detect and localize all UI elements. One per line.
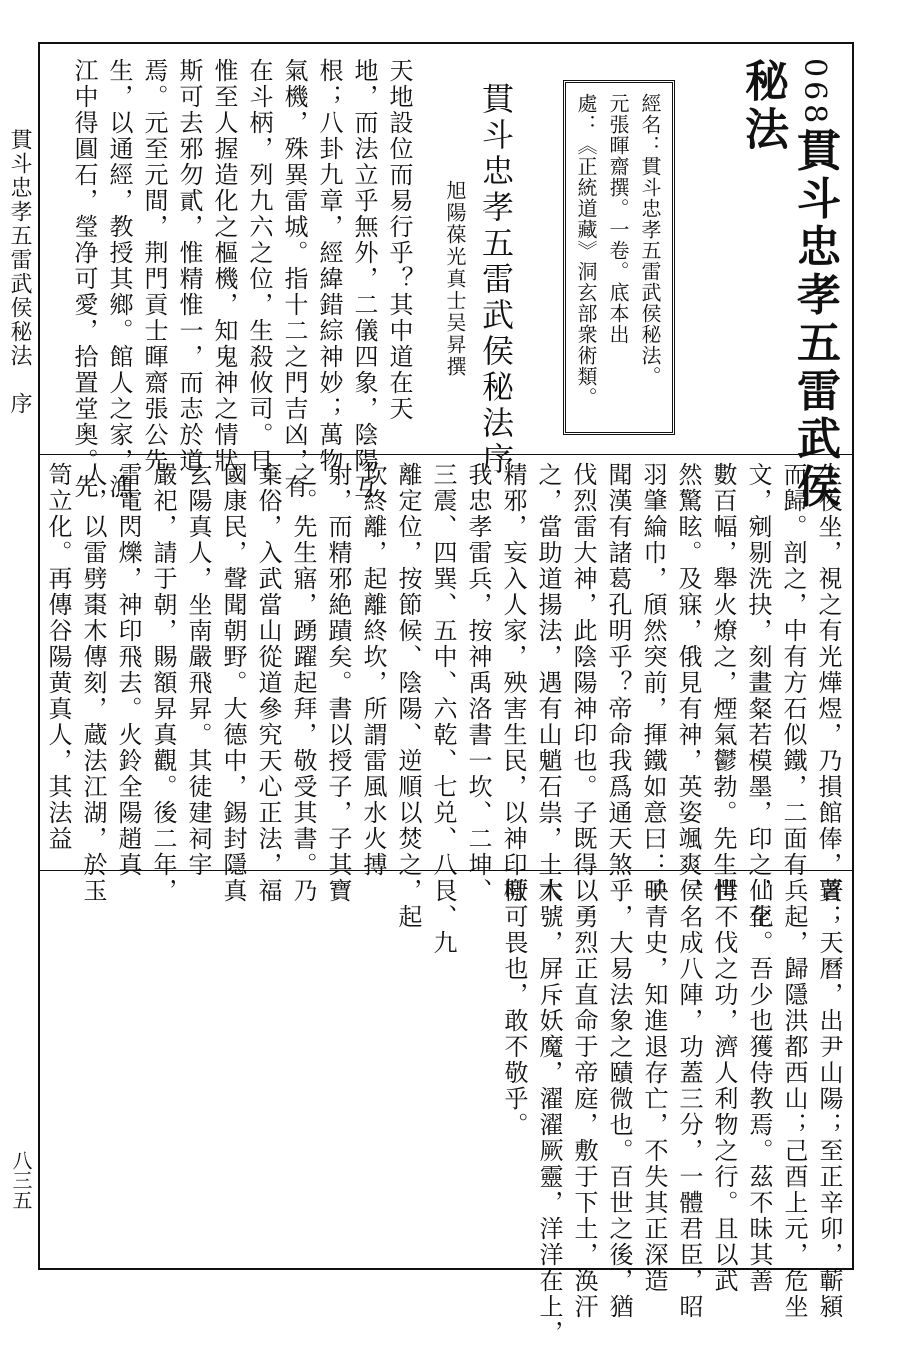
page-number: 八三五 [9, 1150, 33, 1210]
text-column: 文，剜剔洗抉，刻畫粲若模墨，印之，至 [744, 462, 772, 930]
text-column: 氣機，殊異雷城。指十二之門吉凶，有 [280, 58, 308, 500]
text-column: 吁可畏也，敢不敬乎。 [500, 878, 528, 1138]
text-column: 以勇烈正直命于帝庭，敷于下土，涣汗 [570, 878, 598, 1320]
text-column: 伐烈雷大神，此陰陽神印也。子既得 [569, 462, 597, 878]
text-column: 三震、四巽、五中、六乾、七兑、八艮、九 [429, 462, 457, 956]
info-line: 處：《正統道藏》洞玄部衆術類。 [574, 93, 598, 408]
text-column: 江中得圓石，瑩净可愛，拾置堂奥。先 [70, 58, 98, 500]
info-box [563, 80, 675, 435]
running-title: 貫斗忠孝五雷武侯秘法 序 [7, 128, 32, 416]
info-line: 經名：貫斗忠孝五雷武侯秘法。 [638, 93, 662, 387]
text-column: 乎，大易法象之賾微也。百世之後，猶 [605, 878, 633, 1320]
text-column: 聞漢有諸葛孔明乎？帝命我爲通天煞 [604, 462, 632, 878]
entry-number: 068 [797, 58, 832, 128]
text-column: 嚴祀，請于朝，賜額昇真觀。後二年， [149, 462, 177, 904]
title-line-2: 秘法 [737, 58, 788, 154]
text-column: 斯可去邪勿貳，惟精惟一，而志於道 [175, 58, 203, 474]
text-column: 人，以雷劈棗木傳刻，蔵法江湖，於玉 [79, 462, 107, 904]
text-column: 坎終離，起離終坎，所謂雷風水火搏 [359, 462, 387, 878]
text-column: 我忠孝雷兵，按神禹洛書一坎、二坤、 [464, 462, 492, 904]
text-column: 之，當助道揚法，遇有山魈石祟，土木 [534, 462, 562, 904]
text-column: 天地設位而易行乎？其中道在天 [385, 58, 413, 422]
title-line-1 [790, 58, 842, 511]
text-column: 玄陽真人，坐南嚴飛昇。其徒建祠宇 [184, 462, 212, 878]
preface-author: 旭陽葆光真士吴昇撰 [443, 180, 467, 378]
text-column: 生夜坐，視之有光燁煜，乃損館俸，賈 [814, 462, 842, 904]
text-column: 雷電閃爍，神印飛去。火鈴全陽趙真 [114, 462, 142, 878]
text-column: 焉。元至元間，荆門貢士暉齋張公先 [140, 58, 168, 474]
text-column: 著；天曆，出尹山陽；至正辛卯，蘄潁 [815, 878, 843, 1320]
text-column: 生，以通經，教授其鄉。館人之家，漁 [105, 58, 133, 500]
text-column: 映青史，知進退存亡，不失其正深造 [640, 878, 668, 1294]
text-column: 仙化。吾少也獲侍教焉。茲不昧其善 [745, 878, 773, 1294]
text-band-3 [496, 878, 846, 1346]
preface-title: 貫斗忠孝五雷武侯秘法序 [477, 82, 515, 478]
text-column: 射，而精邪絶蹟矣。書以授子，子其寶 [324, 462, 352, 904]
text-column: 羽肇綸巾，頎然突前，揮鐵如意曰：子 [639, 462, 667, 904]
text-column: 兵起，歸隱洪都西山；己酉上元，危坐 [780, 878, 808, 1320]
text-column: 數百幅，舉火燎之，煙氣鬱勃。先生愕 [709, 462, 737, 904]
text-column: 地，而法立乎無外，二儀四象，陰陽互 [350, 58, 378, 500]
text-column: 侯名成八陣，功蓋三分，一體君臣，昭 [675, 878, 703, 1320]
text-column: 然驚眩。及寐，俄見有神，英姿颯爽， [674, 462, 702, 904]
text-column: 大號，屏斥妖魔，濯濯厥靈，洋洋在上， [535, 878, 563, 1346]
text-column: 惟至人握造化之樞機，知鬼神之情狀。 [210, 58, 238, 500]
text-column: 離定位，按節候、陰陽、逆順以焚之，起 [394, 462, 422, 930]
title-block [722, 58, 842, 511]
text-column: 精邪，妄入人家，殃害生民，以神印檄 [499, 462, 527, 904]
text-column: 棄俗，入武當山從道參究天心正法，福 [254, 462, 282, 904]
text-column: 世不伐之功，濟人利物之行。且以武 [710, 878, 738, 1294]
text-column: 國康民，聲聞朝野。大德中，錫封隱真 [219, 462, 247, 904]
info-line: 元張暉齋撰。一卷。底本出 [606, 93, 630, 345]
title-text-1: 貫斗忠孝五雷武侯 [789, 127, 840, 512]
text-column: 而歸。剖之，中有方石似鐵，二面有 [779, 462, 807, 878]
text-column: 在斗柄，列九六之位，生殺攸司。日 [245, 58, 273, 474]
text-column: 笥立化。再傳谷陽黄真人，其法益 [44, 462, 72, 852]
text-column: 之。先生寤，踴躍起拜，敬受其書。乃 [289, 462, 317, 904]
text-band-1 [66, 58, 416, 500]
text-column: 根；八卦九章，經緯錯綜神妙；萬物 [315, 58, 343, 474]
